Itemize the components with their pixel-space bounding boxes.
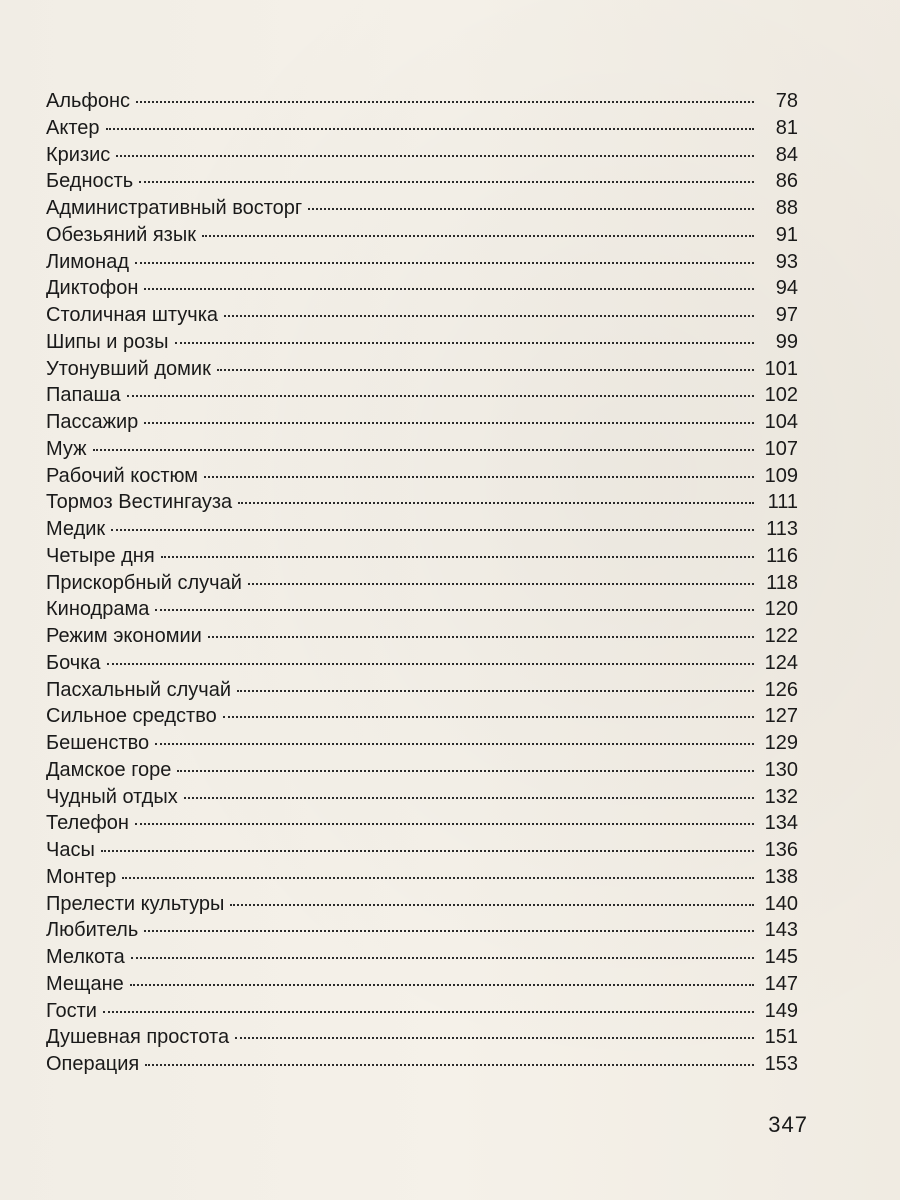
toc-entry-title: Бедность [46,170,134,193]
toc-entry-page: 88 [775,197,798,219]
dot-leader [145,1064,754,1066]
toc-entry-page: 127 [764,705,798,728]
toc-entry-page: 101 [764,357,798,380]
toc-entry-title: Утонувший домик [46,357,211,380]
dot-leader [144,422,754,424]
toc-entry-page: 109 [764,464,798,487]
toc-entry-page: 138 [764,865,798,888]
toc-entry [46,1051,798,1078]
dot-leader [202,235,754,237]
toc-entry-title: Мелкота [46,946,125,968]
toc-entry [46,677,798,704]
dot-leader [135,823,754,825]
toc-entry [46,944,798,971]
toc-entry [46,891,798,918]
toc-entry [46,168,798,195]
toc-entry [46,142,798,169]
dot-leader [144,288,754,290]
toc-entry-title: Лимонад [46,250,130,273]
toc-entry-page: 134 [764,812,798,835]
toc-entry [46,436,798,463]
toc-entry-page: 113 [766,518,798,540]
toc-entry [46,275,798,302]
dot-leader [155,609,754,611]
dot-leader [130,984,754,986]
toc-entry-page: 93 [775,250,798,273]
toc-entry-page: 143 [764,919,798,942]
dot-leader [161,556,754,558]
toc-entry-page: 116 [766,544,798,567]
dot-leader [224,315,754,317]
toc-entry [46,864,798,891]
toc-entry-page: 81 [775,116,798,139]
toc-entry-title: Прискорбный случай [46,571,242,594]
dot-leader [155,743,754,745]
toc-entry [46,810,798,837]
toc-entry-title: Тормоз Вестингауза [46,491,233,514]
toc-entry-page: 111 [767,491,798,514]
toc-entry-page: 149 [764,999,798,1022]
dot-leader [223,716,754,718]
toc-entry [46,489,798,516]
toc-entry-title: Шипы и розы [46,330,169,353]
dot-leader [106,128,755,130]
toc-entry [46,837,798,864]
toc-entry-page: 145 [764,946,798,968]
toc-entry-title: Любитель [46,919,139,942]
toc-entry-title: Сильное средство [46,705,217,728]
toc-entry [46,409,798,436]
toc-entry-page: 97 [775,304,798,326]
toc-entry-title: Медик [46,518,106,540]
toc-entry-title: Актер [46,116,100,139]
toc-entry-title: Часы [46,839,95,861]
dot-leader [184,797,754,799]
toc-entry [46,730,798,757]
toc-entry [46,650,798,677]
toc-entry [46,249,798,276]
dot-leader [238,502,754,504]
toc-entry-page: 91 [775,223,798,246]
toc-entry-title: Мещане [46,972,124,995]
toc-entry [46,623,798,650]
toc-entry-title: Операция [46,1053,140,1075]
toc-entry [46,784,798,811]
dot-leader [135,262,754,264]
toc-entry [46,195,798,222]
dot-leader [217,369,754,371]
toc-entry-title: Муж [46,437,87,460]
toc-entry-page: 147 [764,972,798,995]
toc-entry-page: 136 [764,839,798,861]
page-number: 347 [768,1112,808,1137]
toc-entry-page: 129 [764,732,798,754]
toc-entry-page: 132 [764,785,798,808]
toc-entry [46,998,798,1025]
toc-entry-page: 153 [764,1053,798,1075]
toc-entry-page: 99 [775,330,798,353]
toc-entry [46,917,798,944]
dot-leader [237,690,754,692]
toc-entry-title: Телефон [46,812,129,835]
dot-leader [204,476,754,478]
toc-entry-title: Режим экономии [46,625,202,647]
toc-entry-page: 78 [775,90,798,112]
toc-entry [46,88,798,115]
dot-leader [122,877,754,879]
toc-entry [46,543,798,570]
dot-leader [127,395,754,397]
toc-entry-title: Бешенство [46,732,150,754]
toc-entry-title: Альфонс [46,90,131,112]
dot-leader [139,181,754,183]
toc-entry [46,329,798,356]
toc-entry [46,382,798,409]
toc-entry-page: 124 [764,651,798,674]
toc-entry-title: Четыре дня [46,544,155,567]
toc-entry [46,356,798,383]
toc-entry [46,115,798,142]
toc-entry-title: Административный восторг [46,197,303,219]
toc-entry-page: 86 [775,170,798,193]
toc-entry-title: Бочка [46,651,101,674]
toc-entry-page: 102 [764,384,798,407]
toc-entry-page: 140 [764,892,798,915]
toc-entry-title: Душевная простота [46,1026,230,1049]
toc-entry [46,570,798,597]
toc-entry [46,1024,798,1051]
dot-leader [111,529,754,531]
toc-entry-title: Рабочий костюм [46,464,199,487]
dot-leader [116,155,754,157]
dot-leader [144,930,754,932]
toc-entry-title: Папаша [46,384,121,407]
toc-entry [46,971,798,998]
toc-entry-title: Кинодрама [46,598,150,621]
toc-entry-title: Столичная штучка [46,304,219,326]
toc-entry-title: Обезьяний язык [46,223,196,246]
dot-leader [93,449,755,451]
dot-leader [177,770,754,772]
dot-leader [230,904,754,906]
toc-entry-title: Гости [46,999,97,1022]
table-of-contents [46,88,798,1078]
dot-leader [308,208,754,210]
dot-leader [107,663,754,665]
toc-entry-title: Диктофон [46,277,139,300]
toc-entry [46,516,798,543]
toc-entry-title: Пассажир [46,411,139,433]
dot-leader [103,1011,754,1013]
toc-entry [46,302,798,329]
toc-entry-title: Чудный отдых [46,785,178,808]
dot-leader [131,957,754,959]
toc-entry-page: 130 [764,758,798,781]
dot-leader [175,342,754,344]
toc-entry-title: Дамское горе [46,758,172,781]
toc-entry [46,222,798,249]
toc-entry-title: Монтер [46,865,117,888]
toc-entry-page: 118 [766,571,798,594]
toc-entry-title: Пасхальный случай [46,678,232,701]
dot-leader [248,583,754,585]
dot-leader [136,101,754,103]
toc-entry-page: 126 [764,678,798,701]
toc-entry-title: Прелести культуры [46,892,225,915]
toc-entry [46,463,798,490]
toc-entry-page: 151 [764,1026,798,1049]
dot-leader [101,850,754,852]
dot-leader [208,636,754,638]
toc-entry [46,596,798,623]
toc-entry-page: 107 [764,437,798,460]
dot-leader [235,1037,754,1039]
toc-entry-page: 84 [775,143,798,166]
toc-entry-page: 94 [775,277,798,300]
toc-entry-title: Кризис [46,143,111,166]
toc-entry-page: 120 [764,598,798,621]
toc-entry [46,703,798,730]
toc-entry-page: 122 [764,625,798,647]
toc-entry [46,757,798,784]
toc-entry-page: 104 [764,411,798,433]
